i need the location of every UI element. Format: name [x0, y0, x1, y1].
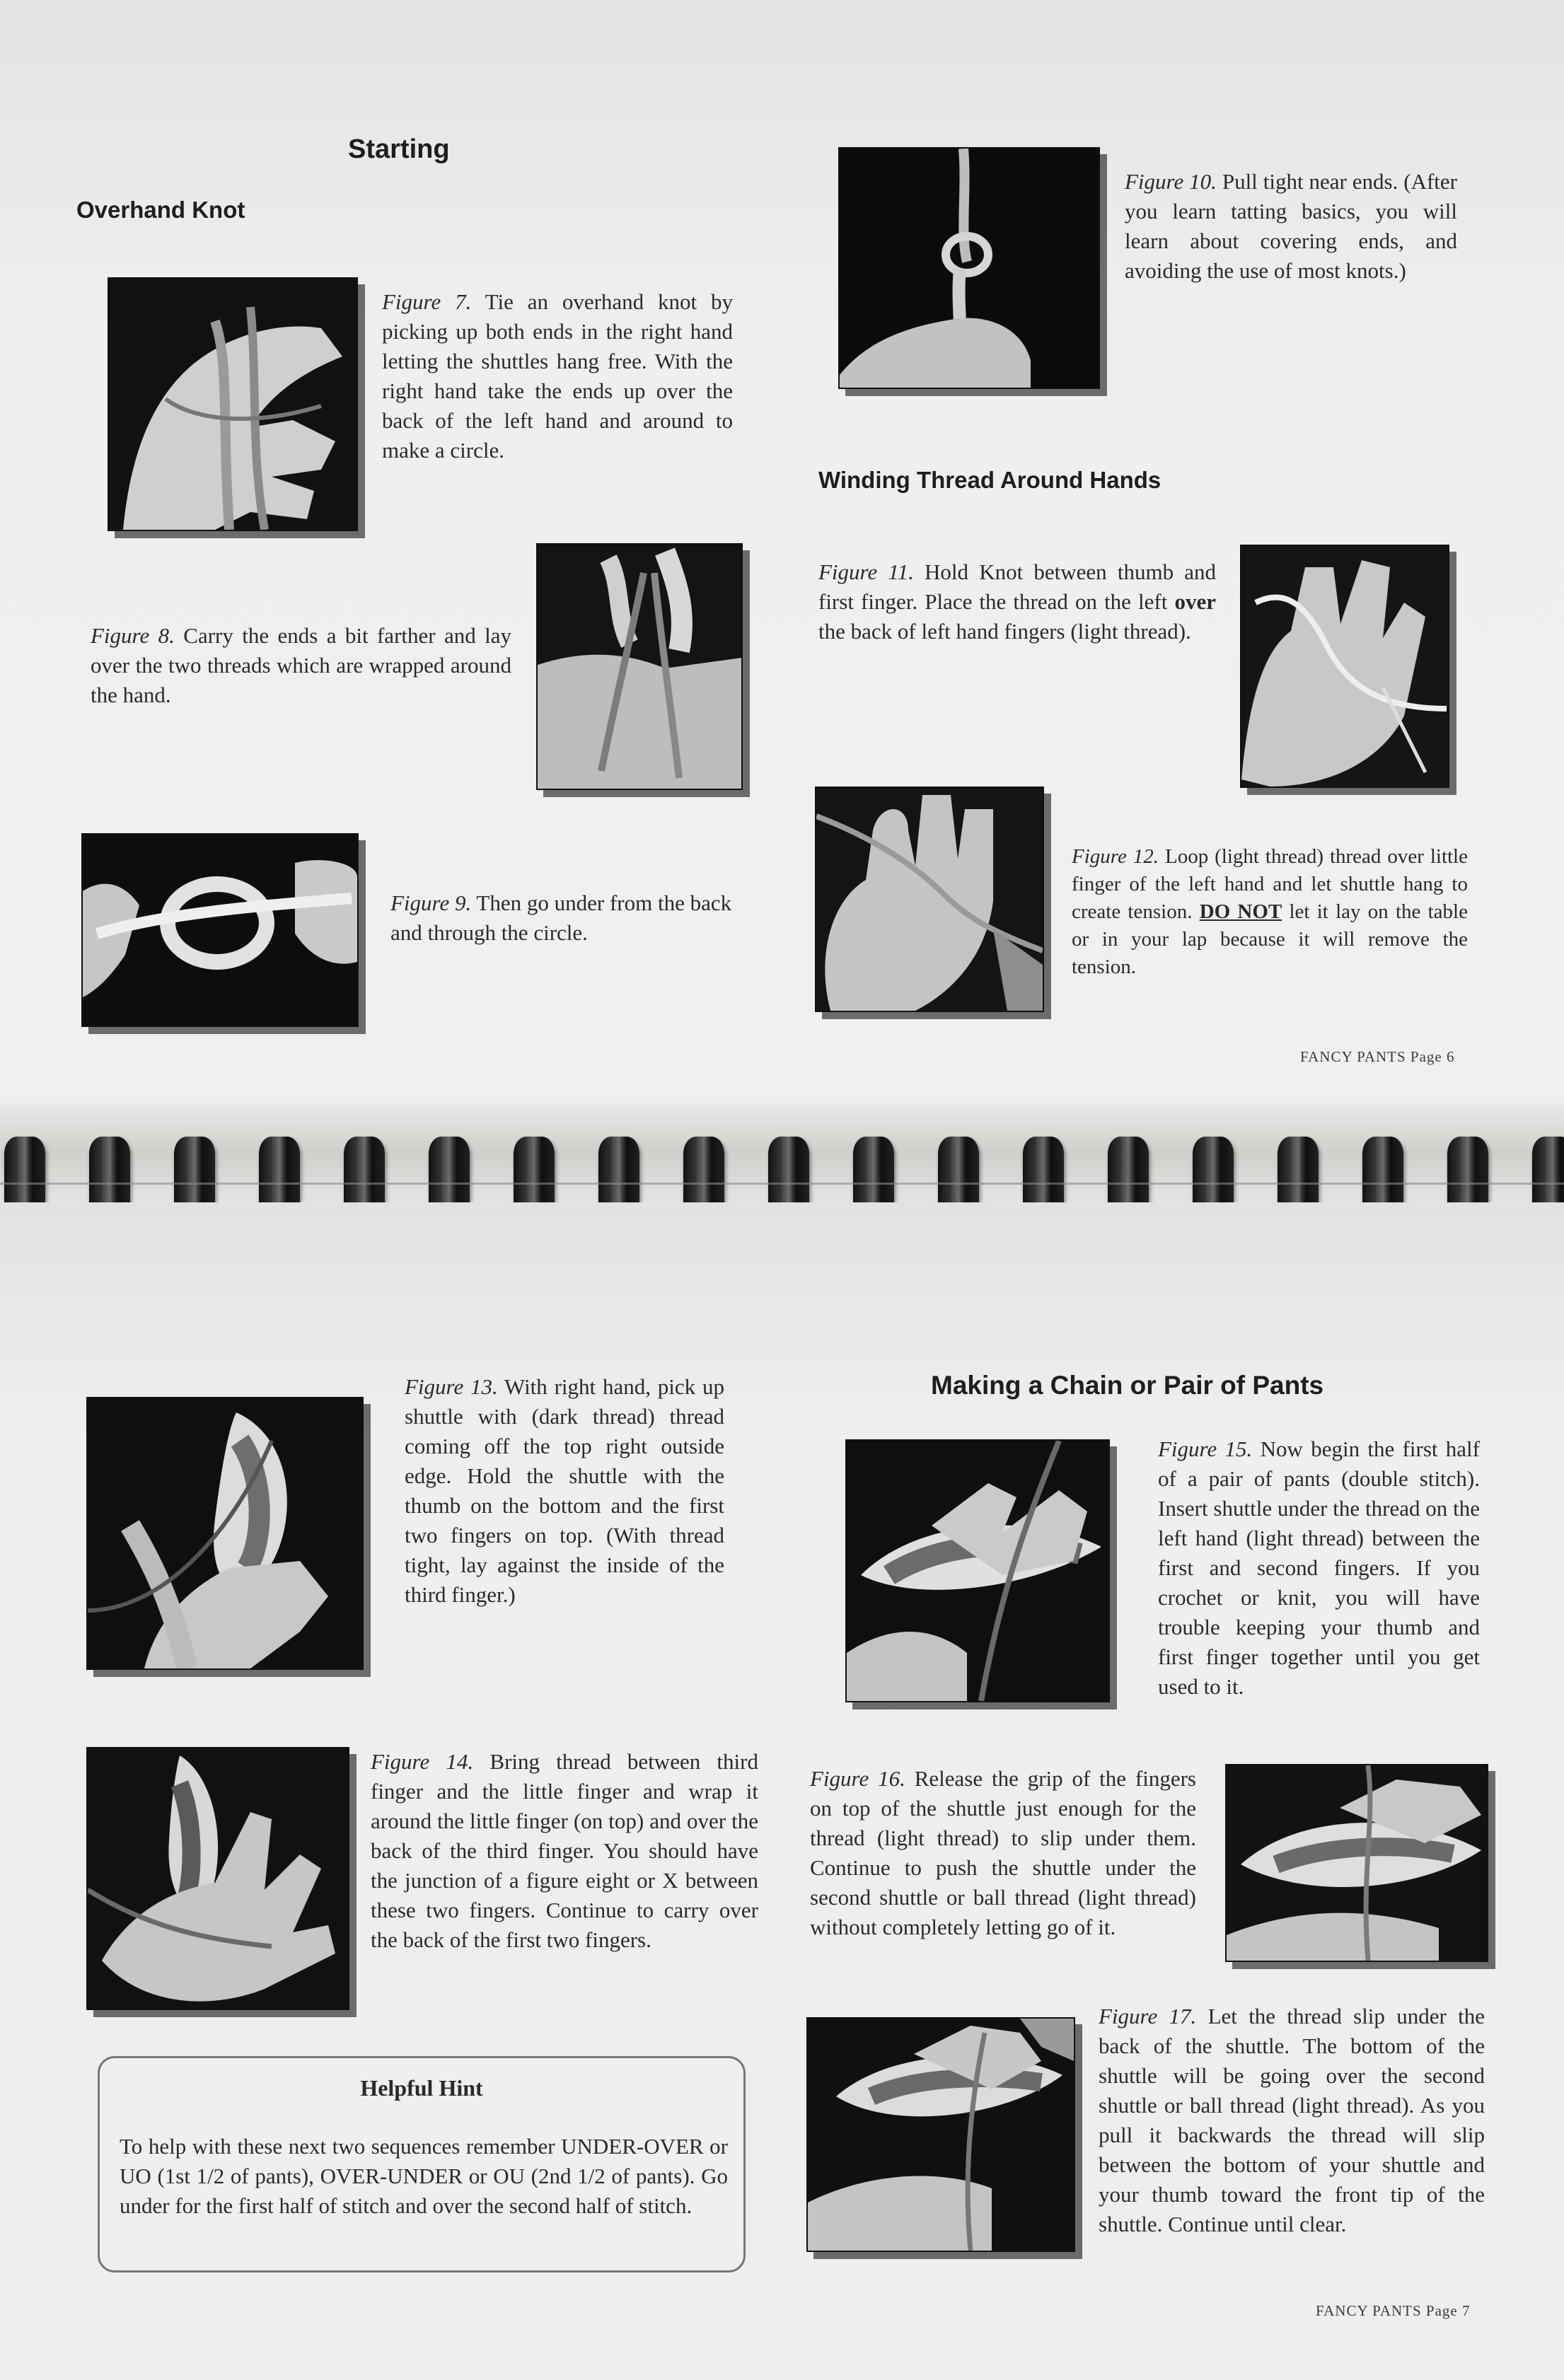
fig14-text: Bring thread between third finger and the little finger and wrap it around the little finger (on top) and over the back of the third finger. You should have the junction of a figure eight or X between these two fingers. Continue to carry over the back of the first two fingers. [371, 1749, 758, 1952]
binding-wire [0, 1183, 1564, 1185]
fig13-caption [405, 1372, 724, 1610]
fig11-photo [1240, 545, 1449, 788]
helpful-hint-text: To help with these next two sequences remember UNDER-OVER or UO (1st 1/2 of pants), OVER-UNDER or OU (2nd 1/2 of pants). Go under for the first half of stitch and over the second half of stitch. [120, 2134, 728, 2218]
fig7-text: Tie an overhand knot by picking up both ends in the right hand letting the shuttles hang free. With the right hand take the ends up over the back of the left hand and around to make a circle. [382, 289, 733, 463]
fig13-text: With right hand, pick up shuttle with (dark thread) thread coming off the top right outside edge. Hold the shuttle with the thumb on the bottom and the first two fingers on top. (With thread tight, lay against the inside of the third finger.) [405, 1374, 724, 1607]
fig8-caption [91, 621, 511, 710]
fig14-caption [371, 1747, 758, 1955]
fig9-text: Then go under from the back and through the circle. [390, 890, 732, 945]
subheading-winding-thread: Winding Thread Around Hands [818, 467, 1162, 493]
fig10-text: Pull tight near ends. (After you learn tatting basics, you will learn about covering ends, and avoiding the use of most knots.) [1125, 169, 1457, 283]
fig11-caption [818, 557, 1216, 646]
fig14-photo [86, 1747, 349, 2010]
fig14-label: Figure 14. [371, 1749, 474, 1774]
fig12-label: Figure 12. [1072, 845, 1159, 868]
fig8-label: Figure 8. [91, 623, 175, 648]
fig8-text: Carry the ends a bit farther and lay over the two threads which are wrapped around the hand. [91, 623, 511, 707]
fig7-photo [108, 277, 358, 531]
fig11-bold-word: over [1174, 589, 1216, 614]
fig17-label: Figure 17. [1099, 2004, 1197, 2028]
fig10-photo [838, 147, 1100, 389]
fig16-label: Figure 16. [810, 1766, 905, 1791]
page6-footer: FANCY PANTS Page 6 [1300, 1048, 1455, 1065]
fig16-caption [810, 1764, 1196, 1942]
fig17-photo [806, 2017, 1075, 2252]
fig16-photo [1225, 1764, 1488, 1962]
fig16-text: Release the grip of the fingers on top of the shuttle just enough for the thread (light thread) to slip under them. Continue to push the shuttle under the second shuttle or ball thread (light thread) without completely letting go of it. [810, 1766, 1196, 1939]
fig9-photo [81, 833, 359, 1027]
fig15-photo [845, 1439, 1110, 1702]
fig12-caption [1072, 843, 1468, 981]
section-heading-starting: Starting [348, 134, 450, 164]
fig17-text: Let the thread slip under the back of the shuttle. The bottom of the shuttle will be going over the second shuttle or ball thread (light thread). As you pull it backwards the thread will slip between the bottom of your shuttle and your thumb toward the front tip of the shuttle. Continue until clear. [1099, 2004, 1485, 2236]
fig11-text-b: the back of left hand fingers (light thread). [818, 619, 1191, 644]
fig15-caption [1158, 1434, 1480, 1702]
fig17-caption [1099, 2002, 1485, 2239]
fig11-label: Figure 11. [818, 559, 914, 584]
fig13-label: Figure 13. [405, 1374, 498, 1399]
fig10-label: Figure 10. [1125, 169, 1217, 194]
fig9-caption [390, 888, 737, 948]
page7-footer: FANCY PANTS Page 7 [1316, 2302, 1471, 2319]
fig11-text-a: Hold Knot between thumb and first finger. Place the thread on the left [818, 559, 1217, 614]
fig7-caption [382, 287, 733, 465]
helpful-hint-title: Helpful Hint [360, 2075, 483, 2101]
fig13-photo [86, 1397, 364, 1670]
fig15-label: Figure 15. [1158, 1436, 1253, 1461]
helpful-hint-box [98, 2056, 746, 2272]
fig12-text-b: let it lay on the table or in your lap because it will remove the tension. [1072, 900, 1468, 978]
fig12-photo [815, 786, 1044, 1012]
fig7-label: Figure 7. [382, 289, 472, 314]
section-heading-making-chain: Making a Chain or Pair of Pants [931, 1371, 1324, 1400]
fig10-caption [1125, 167, 1457, 286]
fig15-text: Now begin the first half of a pair of pants (double stitch). Insert shuttle under the thread on the left hand (light thread) between the first and second fingers. If you crochet or knit, you will have trouble keeping your thumb and first finger together until you get used to it. [1158, 1436, 1480, 1699]
subheading-overhand-knot: Overhand Knot [76, 197, 245, 223]
fig9-label: Figure 9. [390, 890, 472, 915]
fig12-emphasis: DO NOT [1199, 900, 1282, 923]
fig8-photo [536, 543, 743, 790]
fig12-text-a: Loop (light thread) thread over little finger of the left hand and let shuttle hang to create tension. [1072, 845, 1468, 923]
